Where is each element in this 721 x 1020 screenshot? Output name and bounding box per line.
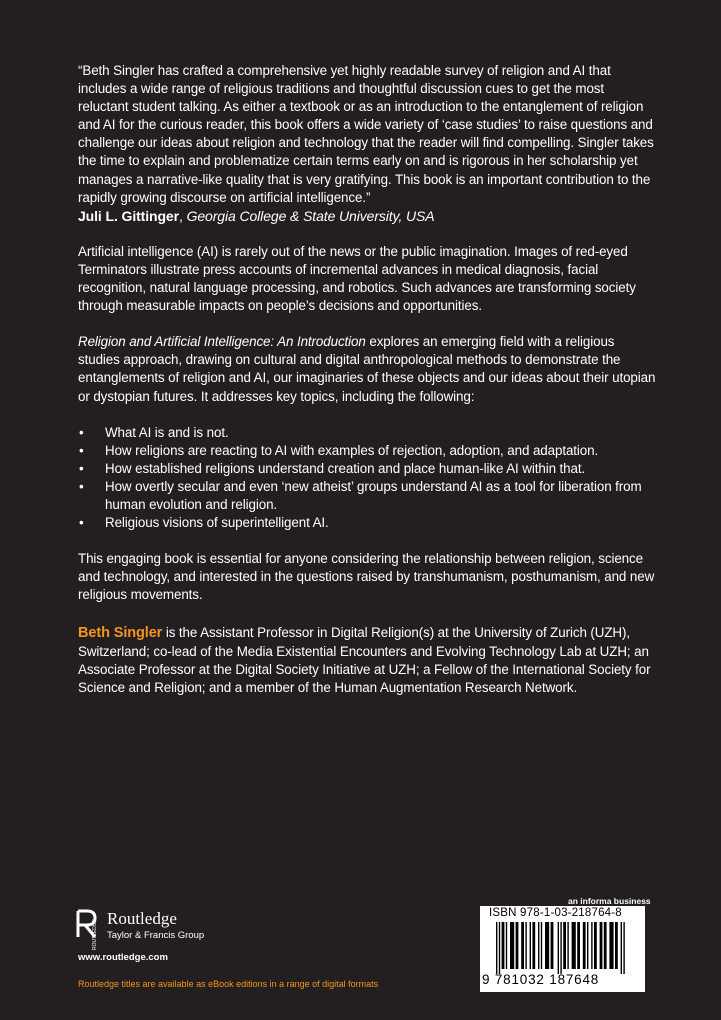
book-description-text: explores an emerging field with a religious studies approach, drawing on cultural and digital anthropological methods to demonstrate the entanglements of religion and AI, our imaginaries of these objects and our ideas about their utopian or dystopian futures. It addresses key topics, including the following: [78, 334, 656, 404]
barcode-bars [496, 922, 630, 974]
barcode-bar [615, 922, 618, 969]
barcode-bar [521, 922, 524, 969]
barcode-bar [591, 922, 592, 969]
barcode-bar [496, 922, 497, 974]
barcode-bar [499, 922, 500, 974]
barcode-bar [530, 922, 531, 969]
isbn-label: ISBN 978-1-03-218764-8 [489, 907, 622, 919]
barcode-bar [516, 922, 519, 969]
topic-text: Religious visions of superintelligent AI. [105, 515, 329, 531]
publisher-group: Taylor & Francis Group [107, 930, 205, 941]
barcode-bar [577, 922, 580, 969]
barcode-bar [506, 922, 507, 969]
list-item [78, 478, 658, 514]
quote-attribution [78, 207, 658, 225]
quote-affiliation: Georgia College & State University, USA [186, 207, 435, 224]
author-bio [78, 624, 658, 696]
barcode-bar [594, 922, 597, 969]
book-title: Religion and Artificial Intelligence: An Introduction [78, 334, 366, 350]
barcode-bar [502, 922, 505, 969]
publisher-name: Routledge [107, 909, 177, 928]
barcode-bar [541, 922, 542, 969]
barcode-digits: 9 781032 187648 [482, 972, 600, 987]
topic-text: How overtly secular and even ‘new atheist’ groups understand AI as a tool for liberation from human evolution and religion. [105, 478, 642, 512]
book-description [78, 333, 658, 405]
back-cover-text [78, 62, 658, 697]
topics-list [78, 424, 658, 533]
quote-author: Juli L. Gittinger [78, 207, 179, 224]
barcode-bar [510, 922, 514, 969]
ebook-note: Routledge titles are available as eBook editions in a range of digital formats [78, 979, 379, 989]
barcode-bar [560, 922, 561, 974]
publisher-website: www.routledge.com [78, 952, 168, 963]
barcode-bar [583, 922, 586, 969]
isbn-barcode [480, 906, 645, 992]
barcode-bar [604, 922, 607, 969]
barcode-bar [567, 922, 568, 969]
barcode-bar [558, 922, 559, 974]
author-name: Beth Singler [78, 625, 163, 642]
bullet: • [79, 478, 84, 494]
barcode-bar [545, 922, 549, 969]
barcode-bar [538, 922, 539, 969]
topic-text: How religions are reacting to AI with examples of rejection, adoption, and adaptation. [105, 442, 599, 458]
barcode-bar [532, 922, 535, 969]
barcode-bar [609, 922, 613, 969]
review-quote: “Beth Singler has crafted a comprehensive yet highly readable survey of religion and AI that includes a wide range of religious traditions and thoughtful discussion cues to get the most reluctant student talking. As either a textbook or as an introduction to the entanglement of religion and AI for the curious reader, this book offers a wide variety of ‘case studies’ to raise questions and challenge our ideas about religion and technology that the reader will find compelling. Singler takes the time to explain and problematize certain terms early on and is rigorous in her scholarship yet manages a narrative-like quality that is very gratifying. This book is an important contribution to the rapidly growing discourse on artificial intelligence.” [78, 63, 654, 205]
closing-paragraph: This engaging book is essential for anyone considering the relationship between religion, science and technology, and interested in the questions raised by transhumanism, posthumanism, and new religious movements. [78, 551, 655, 603]
barcode-bar [551, 922, 554, 969]
bullet: • [79, 515, 84, 531]
barcode-bar [623, 922, 624, 974]
list-item [78, 460, 658, 478]
barcode-bar [563, 922, 566, 969]
bullet: • [79, 424, 84, 440]
list-item [78, 514, 658, 532]
topic-text: How established religions understand creation and place human-like AI within that. [105, 460, 586, 476]
topic-text: What AI is and is not. [105, 424, 229, 440]
routledge-spine-text: ROUTLEDGE [92, 918, 98, 950]
intro-paragraph: Artificial intelligence (AI) is rarely out of the news or the public imagination. Images of red-eyed Terminators illustrate press accounts of incremental advances in medical diagnosis, facial recognition, natural language processing, and robotics. Such advances are transforming society through measurable impacts on people’s decisions and opportunities. [78, 243, 636, 314]
routledge-r-icon [76, 909, 98, 951]
author-bio-text: is the Assistant Professor in Digital Religion(s) at the University of Zurich (UZH), Switzerland; co-lead of the Media Existential Encounters and Evolving Technology Lab at UZH; an Associate Professor at the Digital Society Initiative at UZH; a Fellow of the International Society for Science and Religion; and a member of the Human Augmentation Research Network. [78, 625, 651, 695]
bullet: • [79, 442, 84, 458]
quote-separator: , [178, 207, 187, 224]
barcode-bar [621, 922, 622, 974]
barcode-bar [587, 922, 588, 969]
bullet: • [79, 460, 84, 476]
barcode-bar [525, 922, 526, 969]
list-item [78, 442, 658, 460]
barcode-bar [600, 922, 603, 969]
informa-label: an informa business [568, 896, 651, 906]
list-item [78, 424, 658, 442]
barcode-bar [572, 922, 576, 969]
